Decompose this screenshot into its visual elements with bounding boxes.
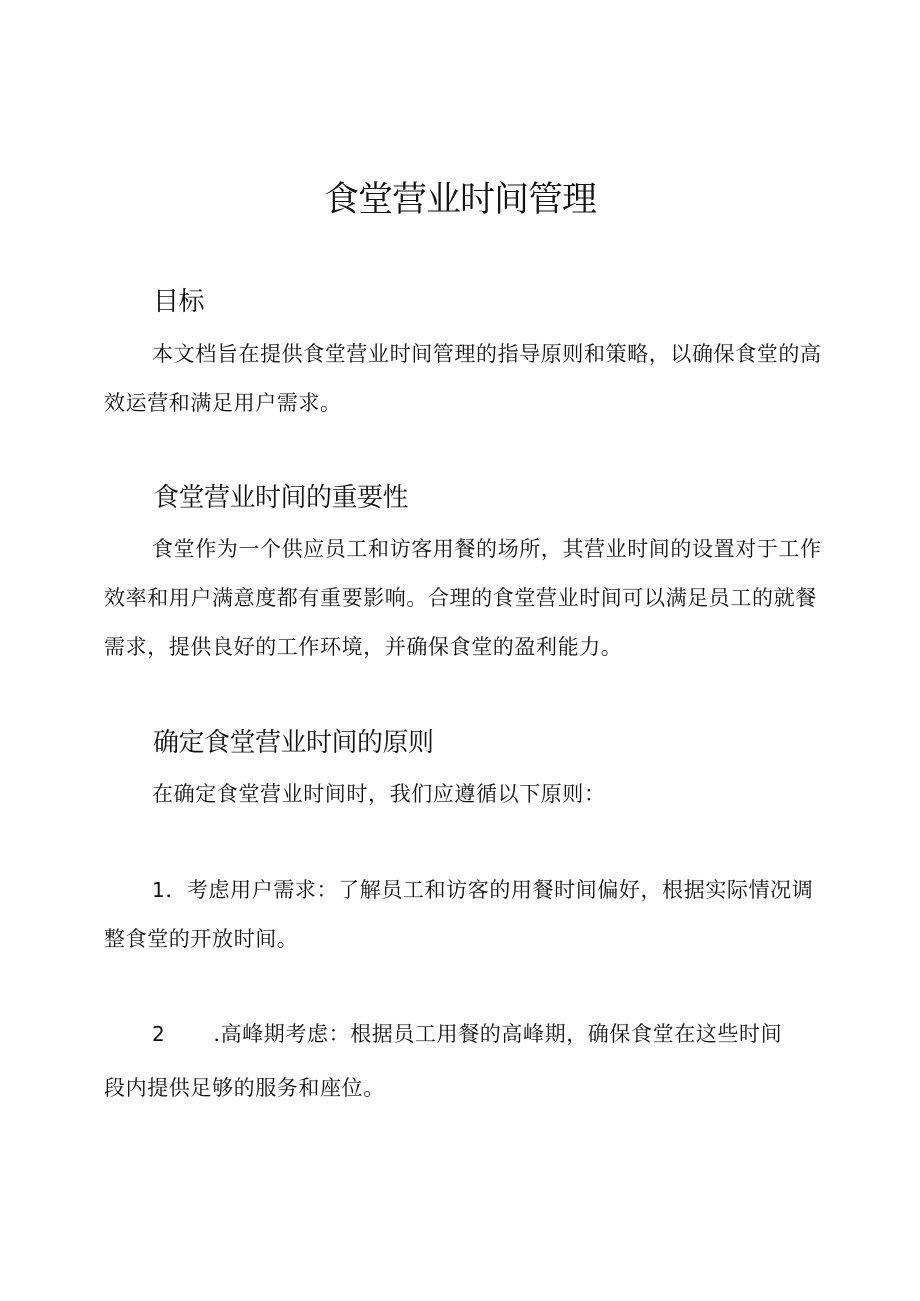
section-paragraph-importance: 食堂作为一个供应员工和访客用餐的场所，其营业时间的设置对于工作效率和用户满意度都有重要影响。合理的食堂营业时间可以满足员工的就餐需求，提供良好的工作环境，并确保食堂的盈利能力。 — [104, 537, 822, 659]
list-item-2-second-line: 段内提供足够的服务和座位。 — [104, 1076, 385, 1100]
list-item-text: ．考虑用户需求：了解员工和访客的用餐时间偏好，根据实际情况调 — [165, 878, 814, 902]
list-item-1-second-line: 整食堂的开放时间。 — [104, 927, 299, 951]
list-item-1 — [104, 866, 824, 964]
list-item-2-first-line — [104, 1010, 824, 1059]
section-heading-principles: 确定食堂营业时间的原则 — [153, 728, 434, 758]
list-number: 1 — [152, 878, 166, 902]
section-paragraph-principles: 在确定食堂营业时间时，我们应遵循以下原则： — [152, 782, 606, 806]
section-heading-goal: 目标 — [153, 287, 205, 317]
section-paragraph-goal: 本文档旨在提供食堂营业时间管理的指导原则和策略，以确保食堂的高效运营和满足用户需求。 — [104, 342, 822, 415]
list-item-1-first-line — [104, 866, 824, 915]
list-number: 2 — [152, 1022, 166, 1046]
section-heading-importance: 食堂营业时间的重要性 — [153, 483, 409, 513]
list-item-2 — [104, 1010, 824, 1117]
document-title: 食堂营业时间管理 — [323, 180, 596, 220]
list-item-text: .高峰期考虑：根据员工用餐的高峰期，确保食堂在这些时间 — [213, 1022, 783, 1046]
